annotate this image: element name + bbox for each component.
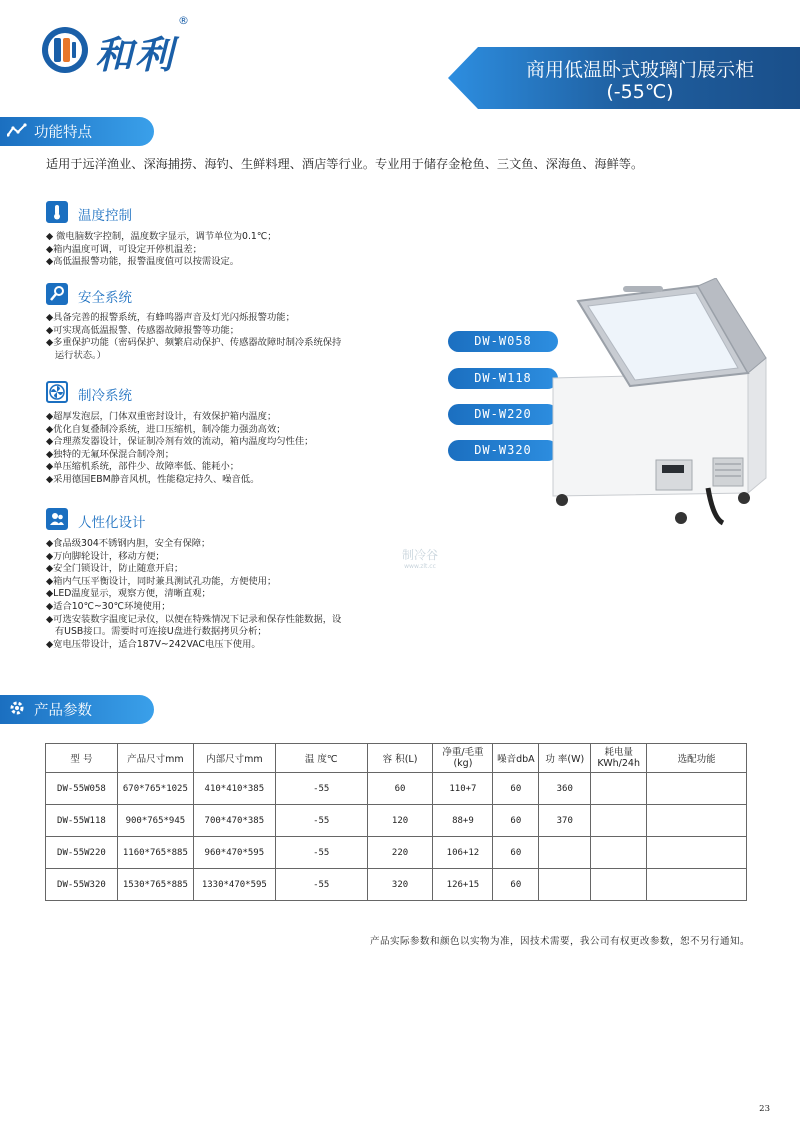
brand-name: 和利 [95, 32, 176, 77]
disclaimer-note: 产品实际参数和颜色以实物为准，因技术需要，我公司有权更改参数，恕不另行通知。 [369, 936, 750, 947]
table-cell: 220 [367, 837, 433, 869]
column-header: 功 率(W) [539, 744, 591, 773]
model-badge: DW-W320 [448, 440, 558, 461]
table-cell: 1160*765*885 [117, 837, 193, 869]
table-cell: DW-55W320 [46, 869, 118, 901]
table-cell: -55 [275, 805, 367, 837]
table-cell: 106+12 [433, 837, 493, 869]
table-cell [647, 869, 747, 901]
list-item: ◆可选安装数字温度记录仪，以便在特殊情况下记录和保存性能数据，设 [46, 613, 342, 625]
table-cell: -55 [275, 773, 367, 805]
table-cell: 900*765*945 [117, 805, 193, 837]
list-item: ◆食品级304不锈钢内胆，安全有保障； [46, 538, 211, 549]
list-item: ◆宽电压带设计，适合187V~242VAC电压下使用。 [46, 638, 261, 650]
registered-mark: ® [178, 14, 189, 27]
users-icon [46, 508, 68, 530]
fan-icon [46, 381, 68, 403]
table-cell: 320 [367, 869, 433, 901]
table-cell: -55 [275, 869, 367, 901]
list-item: ◆安全门锁设计，防止随意开启； [46, 563, 184, 575]
column-header: 噪音dbA [493, 744, 539, 773]
list-item: ◆箱内气压平衡设计，同时兼具测试孔功能，方便使用； [46, 575, 277, 587]
watermark-text: 制冷谷 [402, 548, 439, 562]
list-item: ◆超厚发泡层，门体双重密封设计，有效保护箱内温度； [46, 411, 277, 422]
model-badge: DW-W118 [448, 368, 558, 389]
list-item: 有USB接口。需要时可连接U盘进行数据拷贝分析； [46, 626, 267, 638]
brand-logo-icon [40, 25, 90, 75]
table-cell: 60 [367, 773, 433, 805]
table-cell: 1330*470*595 [193, 869, 275, 901]
chart-icon [0, 123, 34, 141]
table-cell [647, 805, 747, 837]
list-item: ◆独特的无氟环保混合制冷剂； [46, 448, 175, 460]
column-header: 容 积(L) [367, 744, 433, 773]
table-cell: 700*470*385 [193, 805, 275, 837]
list-item: ◆可实现高低温报警、传感器故障报警等功能； [46, 324, 240, 336]
column-header: 内部尺寸mm [193, 744, 275, 773]
gear-icon [0, 700, 34, 720]
table-cell: 60 [493, 805, 539, 837]
page-number: 23 [759, 1104, 770, 1114]
table-cell: 410*410*385 [193, 773, 275, 805]
table-cell [647, 773, 747, 805]
section-title-temperature: 温度控制 [78, 208, 132, 224]
safety-list [46, 312, 341, 362]
list-item: ◆LED温度显示，观察方便，清晰直观； [46, 588, 211, 600]
column-header: 选配功能 [647, 744, 747, 773]
table-cell: 60 [493, 837, 539, 869]
column-header: 产品尺寸mm [117, 744, 193, 773]
list-item: ◆单压缩机系统，部件少、故障率低、能耗小； [46, 461, 240, 473]
table-cell: 670*765*1025 [117, 773, 193, 805]
table-row [46, 869, 747, 901]
table-row [46, 837, 747, 869]
list-item: ◆具备完善的报警系统，有蜂鸣器声音及灯光闪烁报警功能； [46, 312, 295, 323]
page-title-line1: 商用低温卧式玻璃门展示柜 [525, 59, 754, 81]
column-header: 净重/毛重 (kg) [433, 744, 493, 773]
features-heading-label: 功能特点 [34, 125, 92, 141]
list-item: ◆高低温报警功能，报警温度值可以按需设定。 [46, 256, 240, 268]
column-header: 温 度℃ [275, 744, 367, 773]
table-cell: DW-55W118 [46, 805, 118, 837]
table-cell: 960*470*595 [193, 837, 275, 869]
table-cell: DW-55W058 [46, 773, 118, 805]
section-title-refrigeration: 制冷系统 [78, 388, 132, 404]
list-item: ◆箱内温度可调，可设定开停机温差； [46, 243, 202, 255]
table-cell: 370 [539, 805, 591, 837]
list-item: ◆采用德国EBM静音风机，性能稳定持久、噪音低。 [46, 473, 260, 485]
list-item: 运行状态。） [46, 349, 106, 361]
table-cell: DW-55W220 [46, 837, 118, 869]
list-item: ◆万向脚轮设计，移动方便； [46, 550, 165, 562]
section-title-humanized: 人性化设计 [78, 515, 146, 531]
section-title-safety: 安全系统 [78, 290, 132, 306]
table-cell: -55 [275, 837, 367, 869]
watermark-url: www.zlt.cc [404, 563, 436, 570]
table-cell: 120 [367, 805, 433, 837]
watermark [402, 550, 438, 572]
list-item: ◆适合10℃~30℃环境使用； [46, 600, 171, 612]
page-title-line2: (-55℃) [606, 81, 674, 103]
table-cell [591, 805, 647, 837]
model-badge: DW-W220 [448, 404, 558, 425]
table-cell: 1530*765*885 [117, 869, 193, 901]
list-item: ◆ 微电脑数字控制，温度数字显示，调节单位为0.1℃； [46, 231, 277, 242]
table-cell: 60 [493, 773, 539, 805]
list-item: ◆优化自复叠制冷系统，进口压缩机，制冷能力强劲高效； [46, 423, 286, 435]
params-heading [0, 695, 154, 724]
column-header: 耗电量 KWh/24h [591, 744, 647, 773]
column-header: 型 号 [46, 744, 118, 773]
table-header-row [46, 744, 747, 773]
table-cell: 110+7 [433, 773, 493, 805]
features-intro: 适用于远洋渔业、深海捕捞、海钓、生鲜料理、酒店等行业。专业用于储存金枪鱼、三文鱼、深海鱼、海鲜等。 [46, 157, 644, 171]
refrigeration-list [46, 411, 313, 487]
list-item: ◆多重保护功能（密码保护、频繁启动保护、传感器故障时制冷系统保持 [46, 337, 342, 349]
page-title [480, 59, 800, 103]
table-cell [539, 869, 591, 901]
temperature-list [46, 231, 277, 269]
thermometer-icon [46, 201, 68, 223]
model-badge: DW-W058 [448, 331, 558, 352]
table-row [46, 805, 747, 837]
table-cell: 126+15 [433, 869, 493, 901]
wrench-icon [46, 283, 68, 305]
chest-freezer-image [548, 278, 788, 530]
table-cell: 60 [493, 869, 539, 901]
table-row [46, 773, 747, 805]
params-heading-label: 产品参数 [34, 703, 92, 719]
table-cell [591, 773, 647, 805]
table-cell: 360 [539, 773, 591, 805]
table-cell [591, 869, 647, 901]
table-cell: 88+9 [433, 805, 493, 837]
table-cell [591, 837, 647, 869]
features-heading [0, 117, 154, 146]
list-item: ◆合理蒸发器设计，保证制冷剂有效的流动，箱内温度均匀性佳； [46, 436, 314, 448]
table-cell [539, 837, 591, 869]
spec-table [45, 743, 747, 901]
table-cell [647, 837, 747, 869]
humanized-list [46, 538, 341, 651]
